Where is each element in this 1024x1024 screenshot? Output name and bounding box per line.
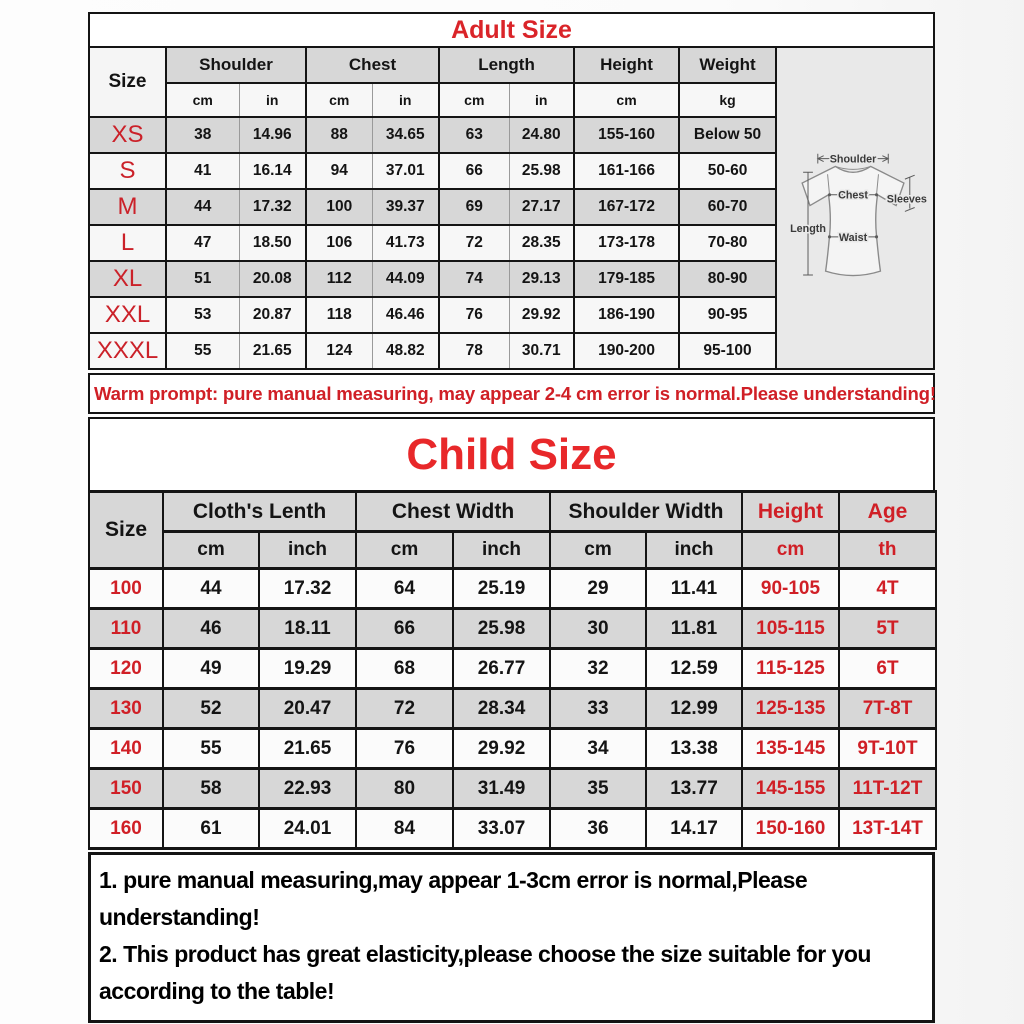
child-unit-row: [89, 532, 936, 569]
value-cell: 61: [163, 809, 259, 849]
value-cell: 112: [306, 261, 372, 297]
unit-cell: cm: [574, 83, 679, 117]
child-col-height: Height: [742, 492, 839, 532]
value-cell: 125-135: [742, 689, 839, 729]
value-cell: 36: [550, 809, 646, 849]
value-cell: 53: [166, 297, 239, 333]
value-cell: 72: [356, 689, 453, 729]
unit-cell: in: [372, 83, 439, 117]
value-cell: 30: [550, 609, 646, 649]
value-cell: 37.01: [372, 153, 439, 189]
diagram-label-chest: Chest: [838, 189, 868, 202]
value-cell: 49: [163, 649, 259, 689]
value-cell: 58: [163, 769, 259, 809]
adult-header-row: [89, 47, 776, 83]
child-size-cell: 160: [89, 809, 163, 849]
unit-cell: cm: [550, 532, 646, 569]
note-1: 1. pure manual measuring,may appear 1-3cm error is normal,Please understanding!: [99, 867, 808, 930]
adult-col-shoulder: Shoulder: [166, 47, 306, 83]
child-col-size: Size: [89, 492, 163, 569]
value-cell: 106: [306, 225, 372, 261]
value-cell: 74: [439, 261, 509, 297]
adult-size-section: [88, 12, 935, 370]
value-cell: 6T: [839, 649, 936, 689]
adult-size-cell: XS: [89, 117, 166, 153]
value-cell: 66: [356, 609, 453, 649]
table-row: [89, 189, 776, 225]
value-cell: 105-115: [742, 609, 839, 649]
child-size-section: [88, 417, 935, 850]
warm-prompt-bar: [88, 373, 935, 414]
adult-body: [88, 46, 935, 370]
value-cell: 33.07: [453, 809, 550, 849]
unit-cell: in: [509, 83, 574, 117]
shirt-measurement-diagram: [777, 46, 935, 370]
adult-size-cell: XXXL: [89, 333, 166, 369]
value-cell: 115-125: [742, 649, 839, 689]
adult-col-weight: Weight: [679, 47, 776, 83]
value-cell: 44: [163, 569, 259, 609]
value-cell: 9T-10T: [839, 729, 936, 769]
table-row: [89, 609, 936, 649]
value-cell: 18.50: [239, 225, 306, 261]
child-size-cell: 130: [89, 689, 163, 729]
value-cell: 11.41: [646, 569, 742, 609]
value-cell: 80: [356, 769, 453, 809]
value-cell: 32: [550, 649, 646, 689]
adult-col-chest: Chest: [306, 47, 439, 83]
diagram-label-length: Length: [790, 222, 826, 235]
child-size-table: [88, 490, 937, 850]
value-cell: 46: [163, 609, 259, 649]
value-cell: 118: [306, 297, 372, 333]
value-cell: 18.11: [259, 609, 356, 649]
table-row: [89, 689, 936, 729]
value-cell: 72: [439, 225, 509, 261]
value-cell: 64: [356, 569, 453, 609]
value-cell: 13.38: [646, 729, 742, 769]
value-cell: 100: [306, 189, 372, 225]
value-cell: 48.82: [372, 333, 439, 369]
unit-cell: cm: [356, 532, 453, 569]
value-cell: 25.98: [509, 153, 574, 189]
value-cell: 44: [166, 189, 239, 225]
unit-cell: cm: [166, 83, 239, 117]
warm-prompt-text: Warm prompt: pure manual measuring, may appear 2-4 cm error is normal.Please understanding!: [94, 382, 936, 404]
child-col-cloths-lenth: Cloth's Lenth: [163, 492, 356, 532]
adult-col-height: Height: [574, 47, 679, 83]
waist-dim-dot: [875, 235, 878, 238]
unit-cell: cm: [742, 532, 839, 569]
value-cell: 21.65: [259, 729, 356, 769]
child-col-age: Age: [839, 492, 936, 532]
child-table-body: [89, 569, 936, 849]
value-cell: 161-166: [574, 153, 679, 189]
chest-dim-dot: [875, 193, 878, 196]
value-cell: 173-178: [574, 225, 679, 261]
adult-table-body: [89, 117, 776, 369]
value-cell: 95-100: [679, 333, 776, 369]
value-cell: 16.14: [239, 153, 306, 189]
value-cell: 24.01: [259, 809, 356, 849]
value-cell: 20.87: [239, 297, 306, 333]
value-cell: 24.80: [509, 117, 574, 153]
value-cell: 145-155: [742, 769, 839, 809]
diagram-label-shoulder: Shoulder: [829, 153, 877, 166]
child-size-cell: 110: [89, 609, 163, 649]
value-cell: 28.34: [453, 689, 550, 729]
table-row: [89, 809, 936, 849]
value-cell: 44.09: [372, 261, 439, 297]
table-row: [89, 769, 936, 809]
value-cell: 29.92: [509, 297, 574, 333]
unit-cell: inch: [259, 532, 356, 569]
value-cell: 51: [166, 261, 239, 297]
value-cell: 34: [550, 729, 646, 769]
value-cell: 69: [439, 189, 509, 225]
unit-cell: cm: [163, 532, 259, 569]
value-cell: 29.92: [453, 729, 550, 769]
unit-cell: cm: [439, 83, 509, 117]
table-row: [89, 333, 776, 369]
value-cell: 124: [306, 333, 372, 369]
adult-size-table: [88, 46, 777, 370]
adult-size-title: Adult Size: [88, 12, 935, 46]
value-cell: 7T-8T: [839, 689, 936, 729]
value-cell: 31.49: [453, 769, 550, 809]
diagram-label-sleeves: Sleeves: [886, 193, 927, 206]
value-cell: 4T: [839, 569, 936, 609]
value-cell: 186-190: [574, 297, 679, 333]
value-cell: 11T-12T: [839, 769, 936, 809]
diagram-label-waist: Waist: [838, 231, 868, 244]
adult-size-cell: XXL: [89, 297, 166, 333]
value-cell: 19.29: [259, 649, 356, 689]
value-cell: 88: [306, 117, 372, 153]
value-cell: 90-95: [679, 297, 776, 333]
value-cell: 80-90: [679, 261, 776, 297]
value-cell: 20.08: [239, 261, 306, 297]
value-cell: 66: [439, 153, 509, 189]
child-col-shoulder-width: Shoulder Width: [550, 492, 742, 532]
value-cell: 46.46: [372, 297, 439, 333]
value-cell: 35: [550, 769, 646, 809]
value-cell: 41.73: [372, 225, 439, 261]
value-cell: 190-200: [574, 333, 679, 369]
value-cell: 179-185: [574, 261, 679, 297]
value-cell: 28.35: [509, 225, 574, 261]
value-cell: 12.99: [646, 689, 742, 729]
value-cell: 29: [550, 569, 646, 609]
value-cell: 38: [166, 117, 239, 153]
child-size-title: Child Size: [88, 417, 935, 490]
adult-size-cell: XL: [89, 261, 166, 297]
adult-size-cell: L: [89, 225, 166, 261]
value-cell: 12.59: [646, 649, 742, 689]
shirt-outline: [802, 166, 904, 275]
value-cell: 50-60: [679, 153, 776, 189]
value-cell: 90-105: [742, 569, 839, 609]
value-cell: 34.65: [372, 117, 439, 153]
value-cell: 41: [166, 153, 239, 189]
value-cell: 11.81: [646, 609, 742, 649]
value-cell: 60-70: [679, 189, 776, 225]
value-cell: 55: [166, 333, 239, 369]
value-cell: 76: [356, 729, 453, 769]
value-cell: 94: [306, 153, 372, 189]
value-cell: 13T-14T: [839, 809, 936, 849]
child-size-cell: 150: [89, 769, 163, 809]
child-size-cell: 100: [89, 569, 163, 609]
value-cell: 25.98: [453, 609, 550, 649]
value-cell: 68: [356, 649, 453, 689]
waist-dim-dot: [828, 235, 831, 238]
adult-size-cell: M: [89, 189, 166, 225]
notes-section: [88, 852, 935, 1023]
value-cell: 76: [439, 297, 509, 333]
table-row: [89, 729, 936, 769]
value-cell: 70-80: [679, 225, 776, 261]
value-cell: 33: [550, 689, 646, 729]
value-cell: 25.19: [453, 569, 550, 609]
shirt-diagram-svg: [777, 48, 933, 368]
child-size-cell: 140: [89, 729, 163, 769]
table-row: [89, 261, 776, 297]
value-cell: 167-172: [574, 189, 679, 225]
unit-cell: inch: [453, 532, 550, 569]
value-cell: 14.17: [646, 809, 742, 849]
size-chart-sheet: [88, 12, 935, 1023]
adult-col-length: Length: [439, 47, 574, 83]
child-header-row: [89, 492, 936, 532]
adult-unit-row: [89, 83, 776, 117]
value-cell: 27.17: [509, 189, 574, 225]
table-row: [89, 297, 776, 333]
unit-cell: kg: [679, 83, 776, 117]
table-row: [89, 153, 776, 189]
table-row: [89, 569, 936, 609]
table-row: [89, 225, 776, 261]
value-cell: 150-160: [742, 809, 839, 849]
value-cell: 13.77: [646, 769, 742, 809]
adult-col-size: Size: [89, 47, 166, 117]
value-cell: 63: [439, 117, 509, 153]
note-2: 2. This product has great elasticity,please choose the size suitable for you according to the table!: [99, 941, 871, 1004]
value-cell: 39.37: [372, 189, 439, 225]
adult-size-cell: S: [89, 153, 166, 189]
value-cell: 84: [356, 809, 453, 849]
value-cell: 29.13: [509, 261, 574, 297]
value-cell: 52: [163, 689, 259, 729]
value-cell: 155-160: [574, 117, 679, 153]
value-cell: 17.32: [239, 189, 306, 225]
unit-cell: cm: [306, 83, 372, 117]
value-cell: 17.32: [259, 569, 356, 609]
value-cell: 21.65: [239, 333, 306, 369]
value-cell: 14.96: [239, 117, 306, 153]
unit-cell: inch: [646, 532, 742, 569]
child-size-cell: 120: [89, 649, 163, 689]
unit-cell: in: [239, 83, 306, 117]
value-cell: Below 50: [679, 117, 776, 153]
chest-dim-dot: [828, 193, 831, 196]
unit-cell: th: [839, 532, 936, 569]
child-col-chest-width: Chest Width: [356, 492, 550, 532]
value-cell: 22.93: [259, 769, 356, 809]
value-cell: 135-145: [742, 729, 839, 769]
table-row: [89, 649, 936, 689]
value-cell: 5T: [839, 609, 936, 649]
value-cell: 78: [439, 333, 509, 369]
value-cell: 47: [166, 225, 239, 261]
value-cell: 55: [163, 729, 259, 769]
table-row: [89, 117, 776, 153]
value-cell: 30.71: [509, 333, 574, 369]
value-cell: 20.47: [259, 689, 356, 729]
value-cell: 26.77: [453, 649, 550, 689]
